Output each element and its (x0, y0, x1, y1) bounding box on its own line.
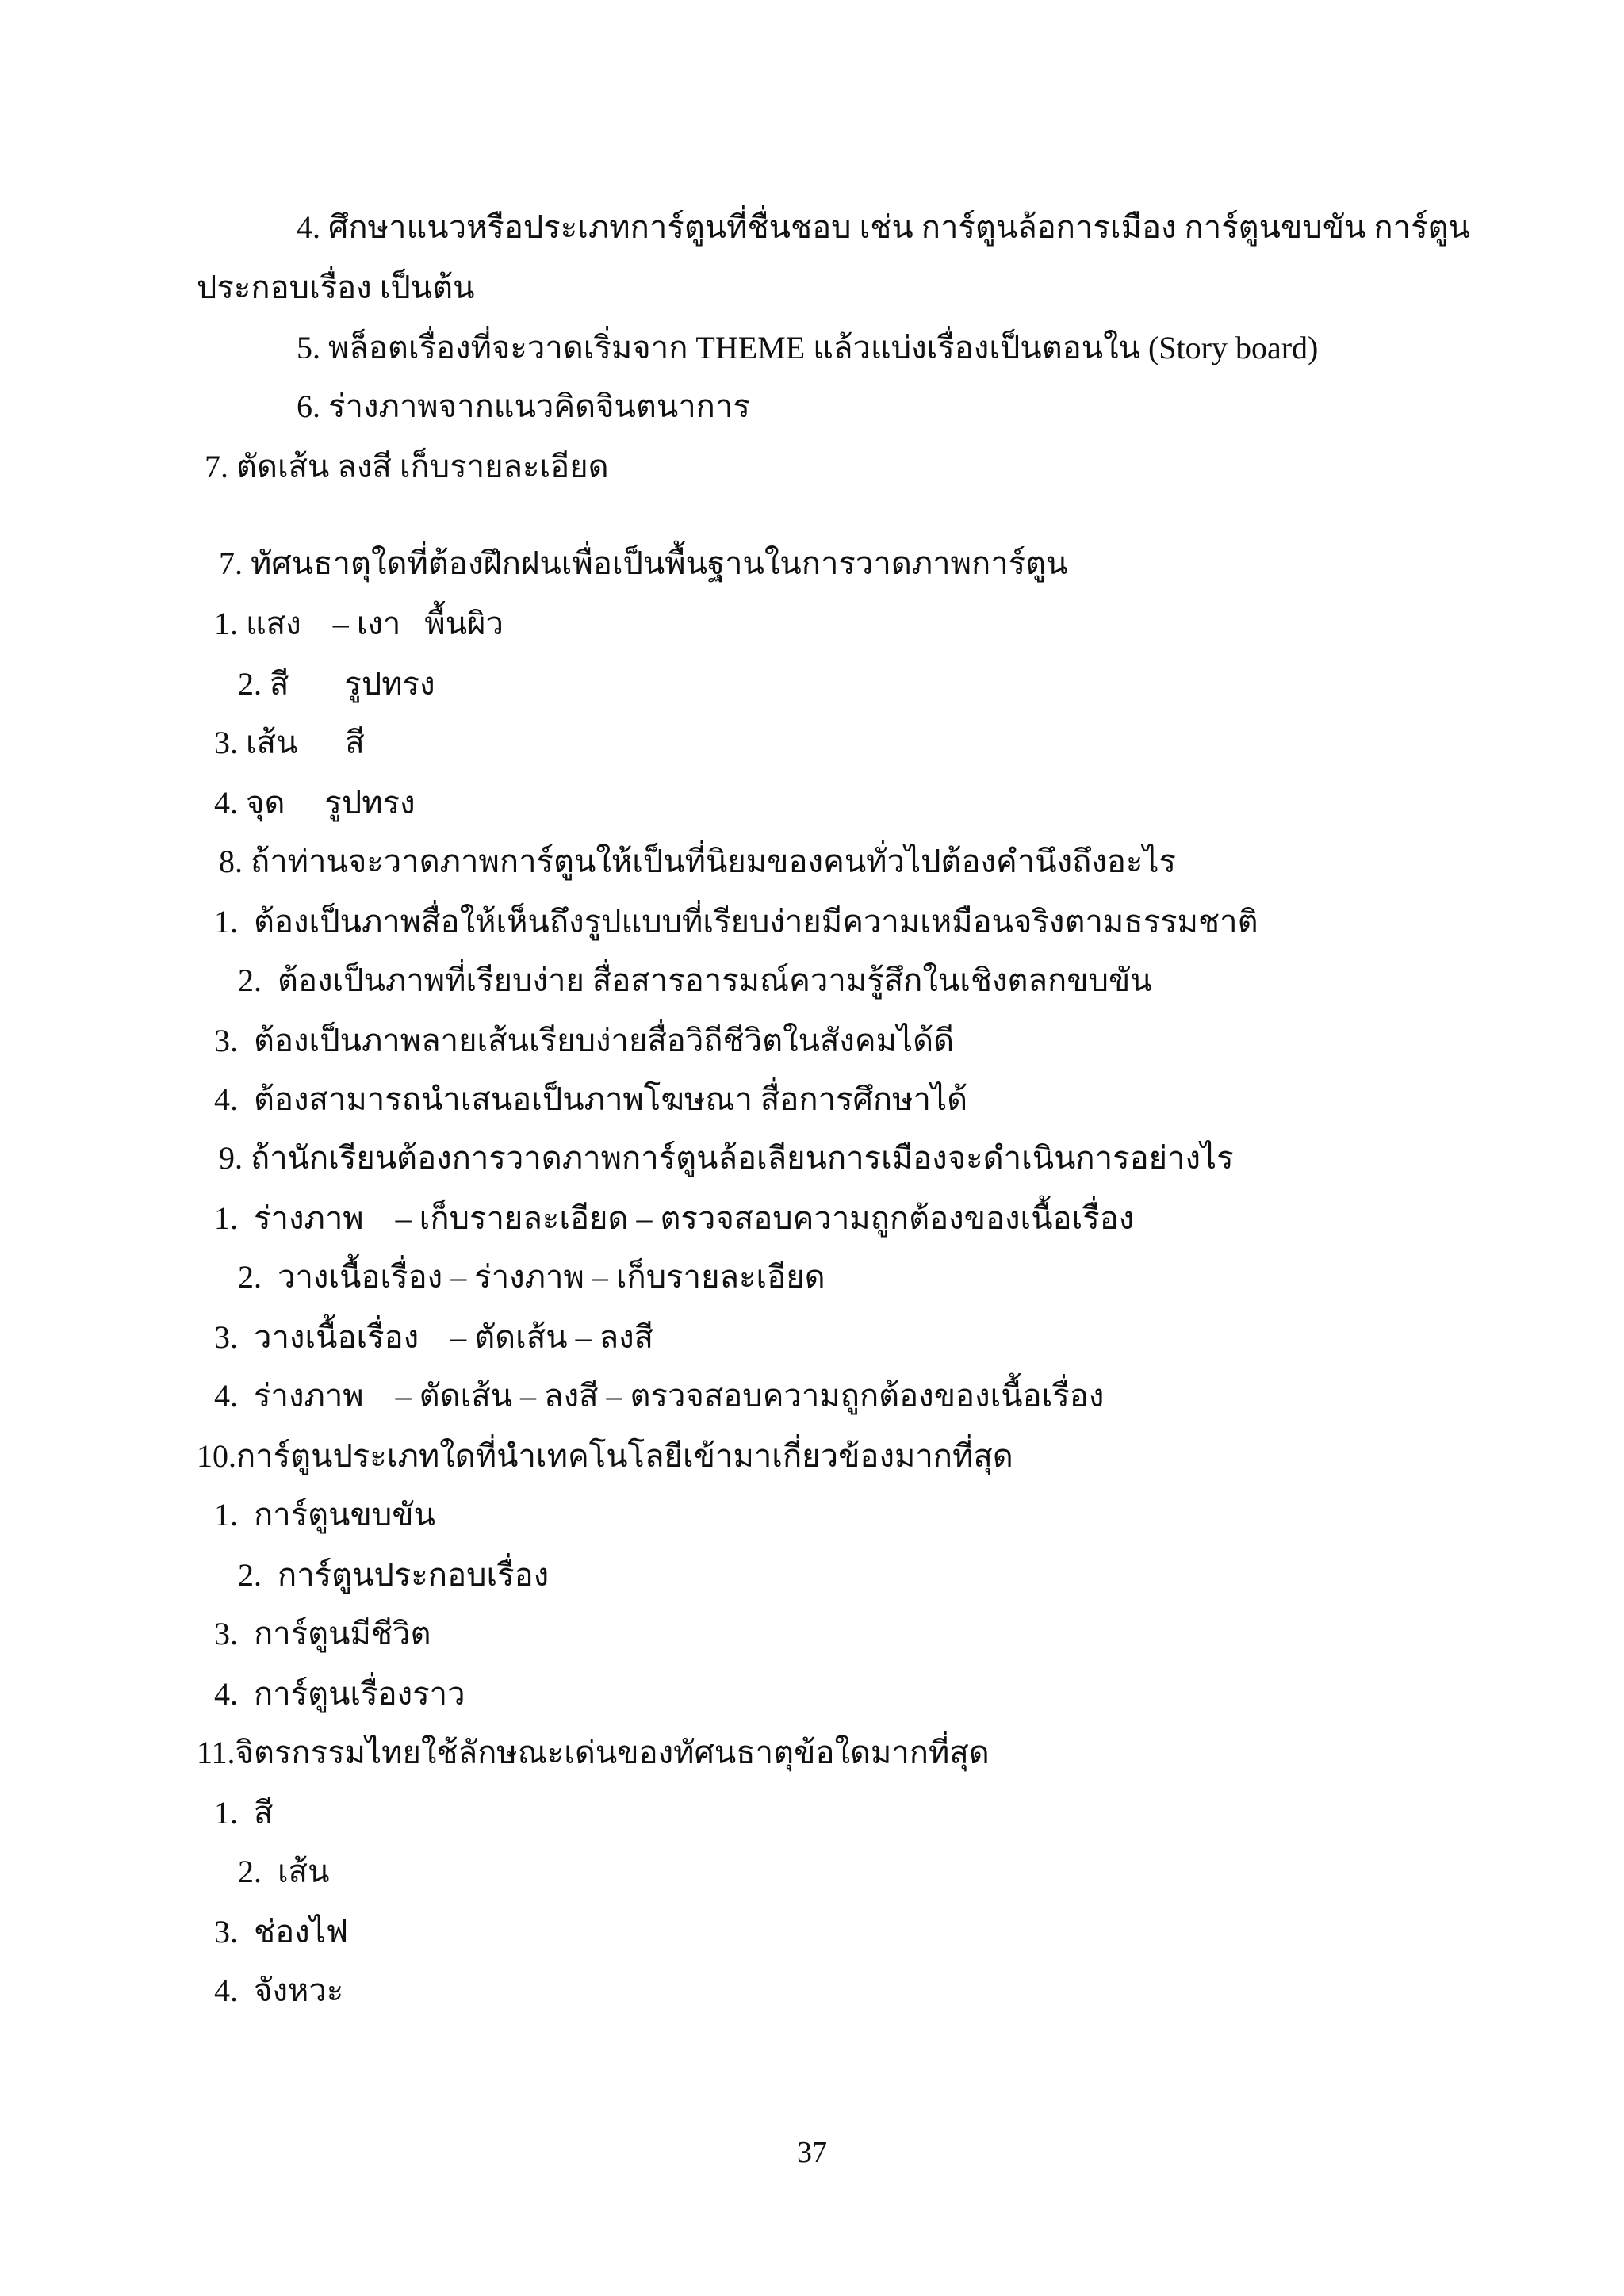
question-8: 8. ถ้าท่านจะวาดภาพการ์ตูนให้เป็นที่นิยมของคนทั่วไปต้องคำนึงถึงอะไร (219, 844, 1176, 879)
q8-option-2: 2. ต้องเป็นภาพที่เรียบง่าย สื่อสารอารมณ์ความรู้สึกในเชิงตลกขบขัน (238, 962, 1152, 998)
q7-option-2: 2. สี รูปทรง (238, 666, 435, 702)
q7-option-3: 3. เส้น สี (214, 725, 365, 760)
page-number: 37 (797, 2136, 827, 2169)
question-7: 7. ทัศนธาตุใดที่ต้องฝึกฝนเพื่อเป็นพื้นฐานในการวาดภาพการ์ตูน (219, 545, 1068, 581)
q11-option-2: 2. เส้น (238, 1854, 330, 1889)
q10-option-4: 4. การ์ตูนเรื่องราว (214, 1676, 465, 1712)
q10-option-1: 1. การ์ตูนขบขัน (214, 1497, 435, 1533)
question-10: 10.การ์ตูนประเภทใดที่นำเทคโนโลยีเข้ามาเกี่ยวข้องมากที่สุด (197, 1438, 1013, 1474)
q7-option-1: 1. แสง – เงา พื้นผิว (214, 606, 504, 641)
step4-line2: ประกอบเรื่อง เป็นต้น (197, 270, 475, 305)
step5: 5. พล็อตเรื่องที่จะวาดเริ่มจาก THEME แล้วแบ่งเรื่องเป็นตอนใน (Story board) (297, 330, 1319, 365)
question-9: 9. ถ้านักเรียนต้องการวาดภาพการ์ตูนล้อเลียนการเมืองจะดำเนินการอย่างไร (219, 1140, 1234, 1176)
q11-option-1: 1. สี (214, 1795, 274, 1831)
q9-option-3: 3. วางเนื้อเรื่อง – ตัดเส้น – ลงสี (214, 1319, 654, 1355)
q7-option-4: 4. จุด รูปทรง (214, 785, 416, 821)
q10-option-3: 3. การ์ตูนมีชีวิต (214, 1616, 431, 1651)
q8-option-4: 4. ต้องสามารถนำเสนอเป็นภาพโฆษณา สื่อการศึกษาได้ (214, 1081, 968, 1117)
step6: 6. ร่างภาพจากแนวคิดจินตนาการ (297, 388, 750, 424)
q8-option-1: 1. ต้องเป็นภาพสื่อให้เห็นถึงรูปแบบที่เรียบง่ายมีความเหมือนจริงตามธรรมชาติ (214, 904, 1258, 939)
q11-option-3: 3. ช่องไฟ (214, 1914, 349, 1950)
q9-option-2: 2. วางเนื้อเรื่อง – ร่างภาพ – เก็บรายละเอียด (238, 1259, 825, 1295)
q10-option-2: 2. การ์ตูนประกอบเรื่อง (238, 1557, 550, 1593)
step7: 7. ตัดเส้น ลงสี เก็บรายละเอียด (205, 449, 609, 484)
q8-option-3: 3. ต้องเป็นภาพลายเส้นเรียบง่ายสื่อวิถีชีวิตในสังคมได้ดี (214, 1023, 955, 1058)
q9-option-4: 4. ร่างภาพ – ตัดเส้น – ลงสี – ตรวจสอบความถูกต้องของเนื้อเรื่อง (214, 1378, 1105, 1414)
step4-line1: 4. ศึกษาแนวหรือประเภทการ์ตูนที่ชื่นชอบ เช่น การ์ตูนล้อการเมือง การ์ตูนขบขัน การ์ตูน (297, 209, 1470, 245)
q11-option-4: 4. จังหวะ (214, 1973, 344, 2008)
q9-option-1: 1. ร่างภาพ – เก็บรายละเอียด – ตรวจสอบความถูกต้องของเนื้อเรื่อง (214, 1200, 1135, 1236)
question-11: 11.จิตรกรรมไทยใช้ลักษณะเด่นของทัศนธาตุข้อใดมากที่สุด (197, 1735, 990, 1770)
